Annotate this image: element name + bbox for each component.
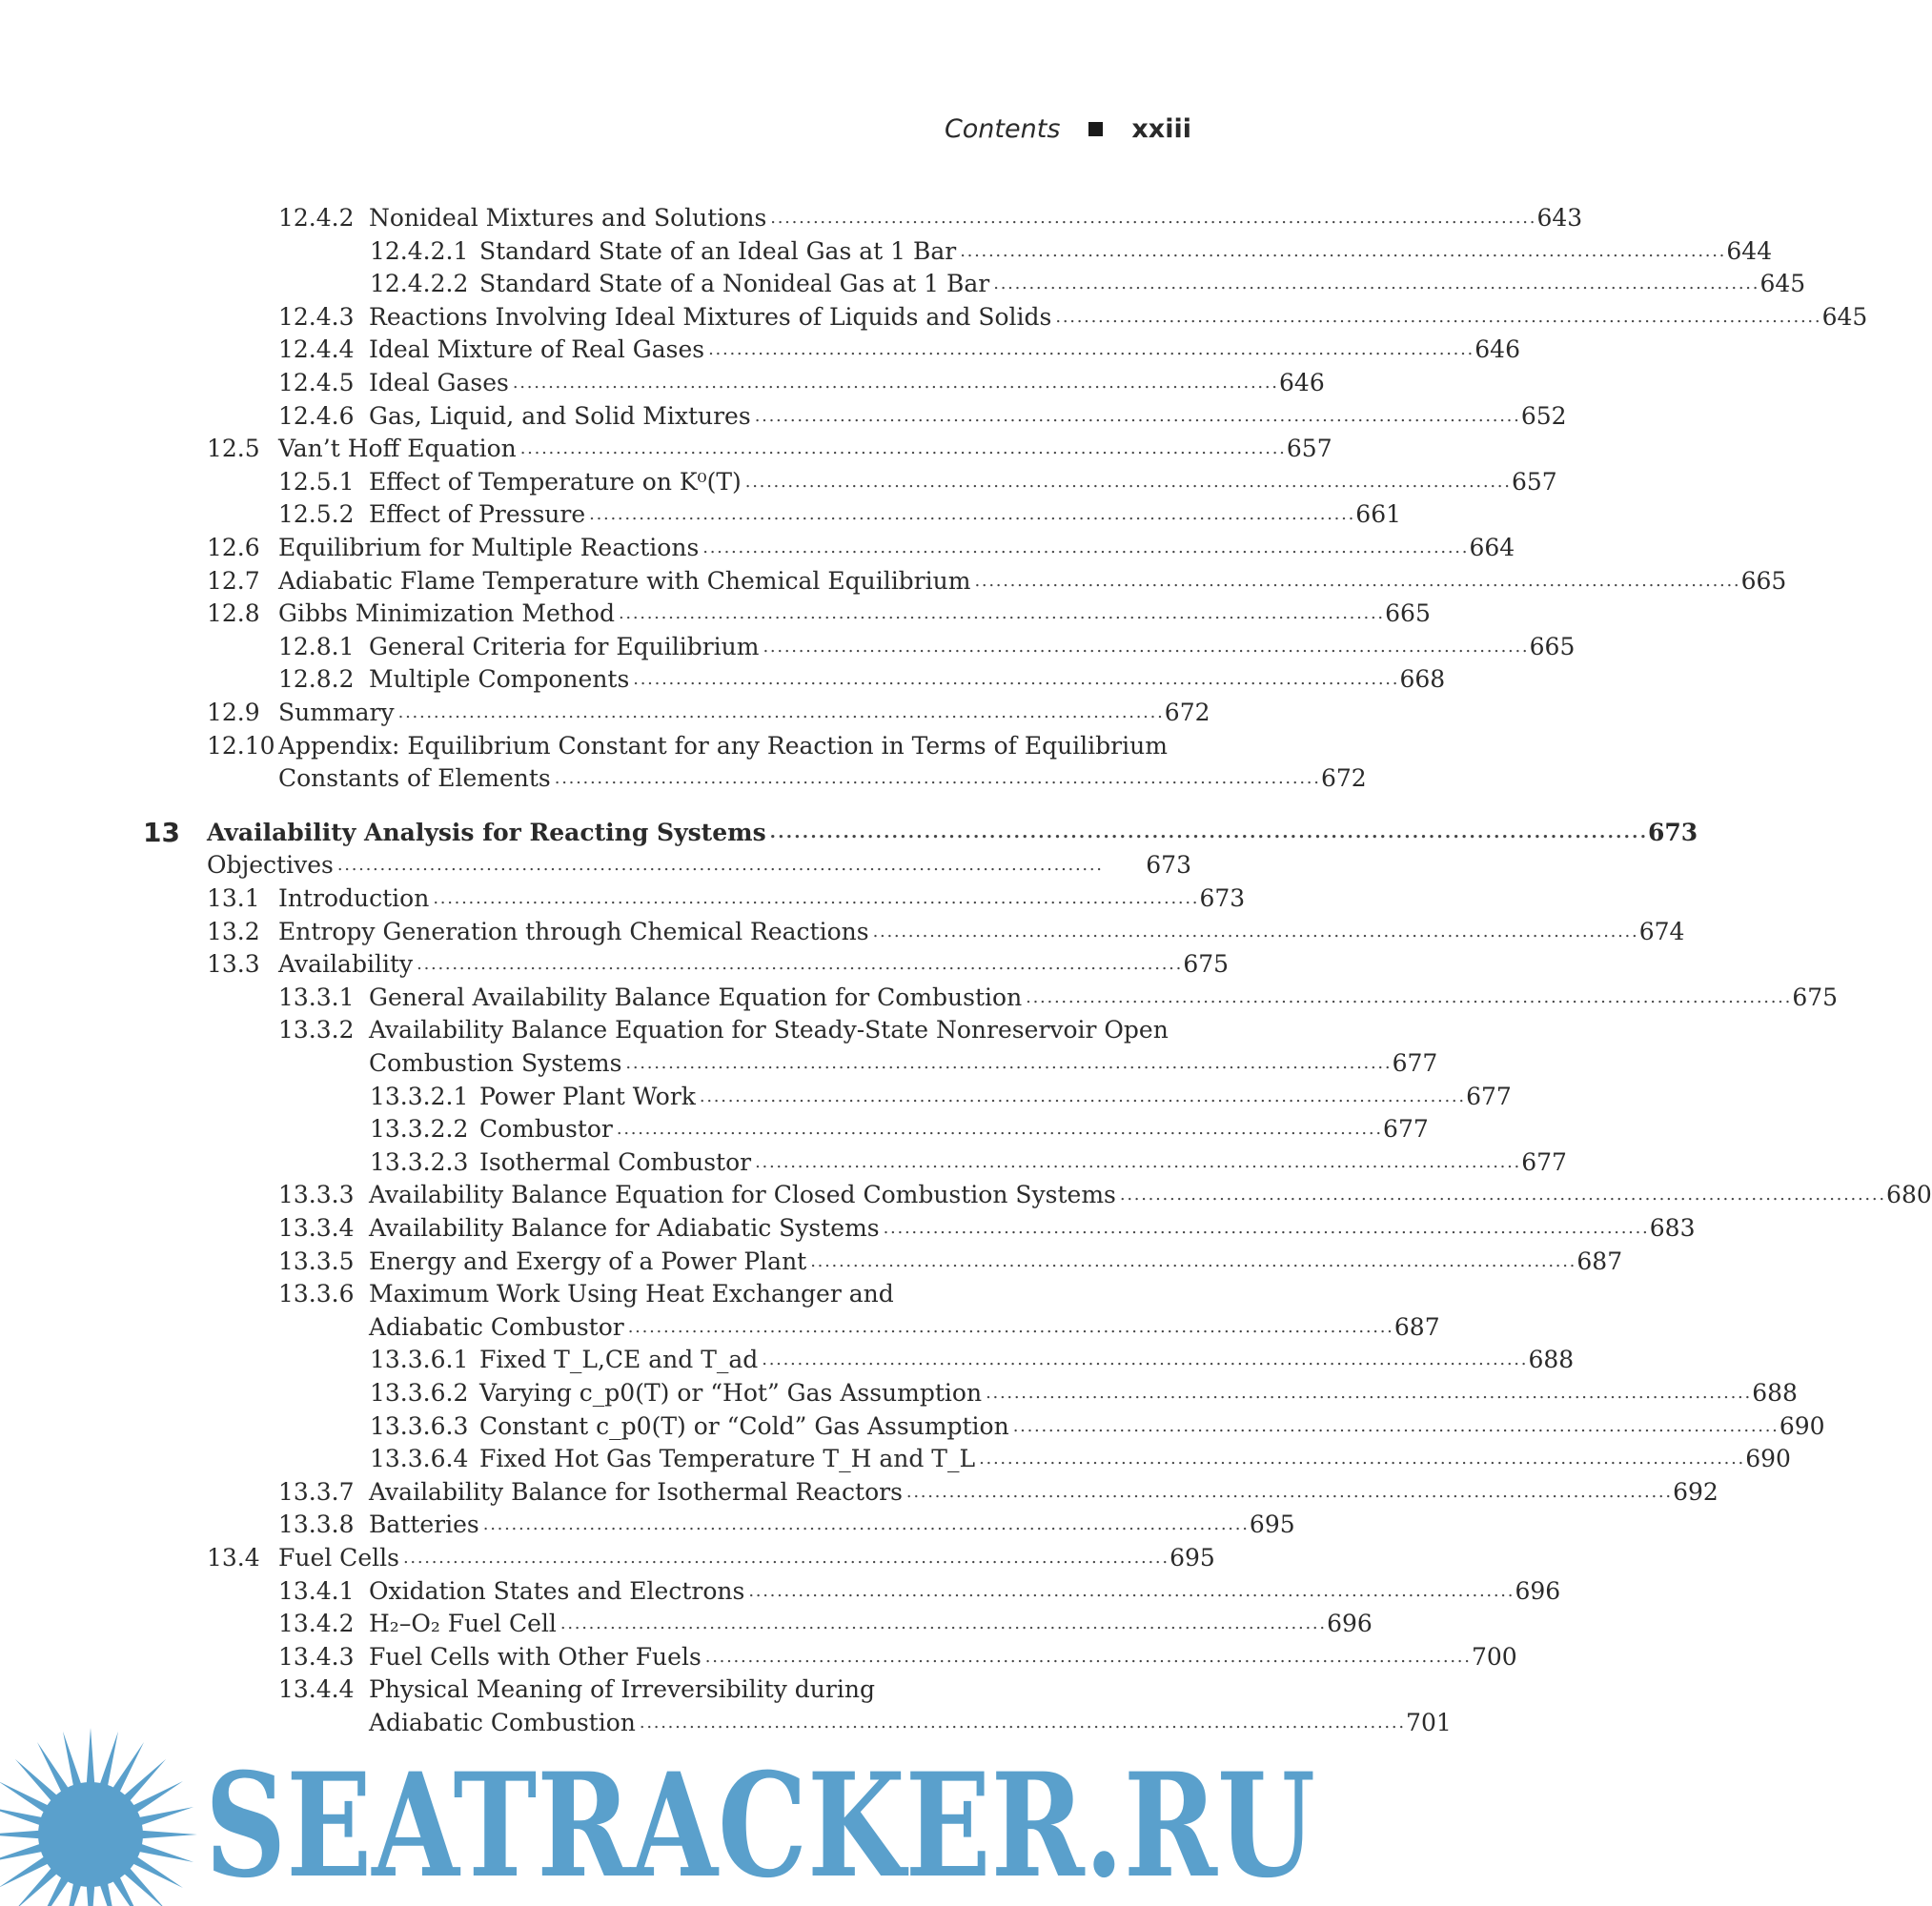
dot-leader — [589, 496, 1352, 531]
dot-leader — [337, 846, 1142, 882]
toc-entry-number: 12.4.2 — [278, 204, 355, 232]
dot-leader — [770, 814, 1644, 849]
toc-entry[interactable] — [0, 948, 1334, 981]
toc-entry[interactable] — [0, 1344, 1575, 1376]
toc-entry[interactable] — [0, 1608, 1373, 1640]
toc-entry-page: 673 — [1647, 818, 1698, 846]
toc-entry-page: 672 — [1164, 699, 1210, 726]
toc-entry-page: 688 — [1528, 1346, 1575, 1374]
toc-entry[interactable] — [0, 697, 1334, 729]
watermark-text: SEATRACKER.RU — [205, 1742, 1315, 1906]
toc-entry-title: H₂–O₂ Fuel Cell — [369, 1610, 557, 1638]
toc-entry-page: 673 — [1146, 851, 1191, 880]
toc-entry-page: 664 — [1469, 534, 1515, 561]
toc-entry-title: Availability Balance for Isothermal Reactors — [369, 1477, 903, 1506]
toc-entry-number: 13.4.3 — [278, 1642, 355, 1671]
toc-entry-page: 661 — [1355, 500, 1402, 529]
toc-entry-page: 675 — [1183, 950, 1230, 979]
toc-entry-number: 13.3.6.2 — [370, 1379, 469, 1407]
toc-entry-number: 13.3.8 — [278, 1511, 355, 1539]
dot-leader — [625, 1044, 1388, 1080]
toc-entry-page: 677 — [1392, 1049, 1438, 1077]
toc-entry-title: Physical Meaning of Irreversibility during — [369, 1675, 875, 1704]
toc-entry-page: 646 — [1474, 335, 1520, 364]
toc-entry[interactable] — [0, 400, 1567, 433]
toc-entry-title: Combustion Systems — [369, 1049, 622, 1077]
toc-entry-page: 643 — [1536, 204, 1583, 232]
toc-entry-number: 12.8.2 — [278, 665, 355, 694]
toc-entry-number: 13.3.1 — [278, 983, 355, 1011]
toc-entry-number: 12.10 — [207, 731, 275, 760]
toc-entry-page: 665 — [1385, 599, 1431, 628]
toc-entry-title: Batteries — [369, 1511, 479, 1539]
toc-entry-page: 673 — [1199, 884, 1246, 912]
toc-entry-title: Adiabatic Combustor — [369, 1312, 624, 1341]
toc-entry[interactable] — [0, 1476, 1718, 1509]
toc-entry-page: 677 — [1521, 1147, 1567, 1176]
toc-entry-title: Objectives — [207, 851, 334, 880]
toc-entry[interactable] — [0, 1641, 1517, 1673]
toc-entry-page: 665 — [1740, 566, 1787, 595]
toc-entry[interactable] — [0, 1311, 1440, 1344]
toc-entry[interactable] — [0, 532, 1515, 564]
toc-entry-title: Availability Balance Equation for Steady-State Nonreservoir Open — [369, 1016, 1169, 1044]
toc-entry[interactable] — [0, 1443, 1791, 1475]
toc-entry-number: 12.5 — [207, 435, 260, 463]
toc-entry-page: 668 — [1399, 665, 1446, 694]
watermark — [0, 1706, 1334, 1906]
toc-entry-title: Summary — [278, 699, 395, 726]
toc-entry[interactable] — [0, 1377, 1798, 1409]
toc-entry-title: Gas, Liquid, and Solid Mixtures — [369, 401, 751, 430]
toc-entry-number: 13.3.6.3 — [370, 1411, 469, 1440]
toc-entry-number: 12.4.6 — [278, 401, 355, 430]
toc-entry[interactable] — [0, 1542, 1334, 1574]
header-title: Contents — [944, 114, 1061, 144]
toc-entry-title: Introduction — [278, 884, 430, 912]
toc-entry[interactable] — [0, 202, 1583, 234]
toc-entry-number: 12.5.1 — [278, 467, 355, 496]
dot-leader — [700, 1078, 1462, 1113]
dot-leader — [906, 1473, 1669, 1509]
toc-entry[interactable] — [0, 1146, 1567, 1179]
toc-entry-title: Standard State of a Nonideal Gas at 1 Bar — [479, 270, 990, 298]
toc-entry-page: 680 — [1886, 1181, 1932, 1209]
toc-entry-title: Availability Analysis for Reacting Systems — [207, 818, 766, 846]
dot-leader — [1026, 979, 1788, 1014]
toc-entry-title: Varying c_p0(T) or “Hot” Gas Assumption — [479, 1379, 983, 1407]
toc-entry-page: 675 — [1792, 983, 1839, 1011]
toc-entry-number: 13.3.6 — [278, 1280, 355, 1308]
dot-leader — [708, 331, 1471, 366]
toc-entry-page: 696 — [1327, 1610, 1373, 1638]
toc-entry-number: 12.4.5 — [278, 369, 355, 396]
dot-leader — [433, 880, 1195, 915]
toc-entry-title: Fuel Cells with Other Fuels — [369, 1642, 702, 1671]
toc-entry-number: 13.3.4 — [278, 1214, 355, 1242]
toc-entry-page: 688 — [1752, 1379, 1798, 1407]
toc-entry-page: 665 — [1529, 632, 1576, 660]
toc-entry-number: 13.3.2.1 — [370, 1082, 469, 1110]
dot-leader — [1013, 1408, 1776, 1443]
toc-entry-page: 690 — [1779, 1411, 1825, 1440]
dot-leader — [762, 1341, 1524, 1376]
dot-leader — [1120, 1176, 1882, 1211]
dot-leader — [873, 913, 1636, 948]
toc-entry[interactable] — [0, 334, 1520, 366]
toc-entry-page: 644 — [1726, 236, 1773, 265]
toc-entry-page: 700 — [1471, 1642, 1517, 1671]
toc-entry-number: 13.3.3 — [278, 1181, 355, 1209]
toc-entry[interactable] — [0, 1575, 1561, 1608]
toc-entry-number: 13 — [143, 816, 180, 848]
dot-leader — [555, 760, 1317, 795]
running-header — [945, 114, 1191, 144]
toc-entry-title: Constant c_p0(T) or “Cold” Gas Assumption — [479, 1411, 1009, 1440]
toc-entry-page: 657 — [1286, 435, 1332, 463]
dot-leader — [617, 1110, 1379, 1146]
toc-entry-number: 13.1 — [207, 884, 260, 912]
toc-entry[interactable] — [0, 268, 1806, 300]
toc-entry-page: 657 — [1511, 467, 1557, 496]
toc-entry[interactable] — [0, 1014, 1334, 1046]
toc-entry[interactable] — [0, 1113, 1429, 1146]
toc-entry-number: 12.4.4 — [278, 335, 355, 364]
toc-entry[interactable] — [0, 1047, 1438, 1080]
dot-leader — [748, 1572, 1511, 1608]
toc-entry-title: General Availability Balance Equation for Combustion — [369, 983, 1023, 1011]
dot-leader — [986, 1374, 1748, 1409]
toc-entry[interactable] — [0, 1278, 1334, 1310]
dot-leader — [619, 595, 1381, 630]
toc-entry-title: Adiabatic Flame Temperature with Chemical Equilibrium — [278, 566, 971, 595]
toc-entry-title: Availability — [278, 950, 414, 979]
toc-entry-number: 12.4.3 — [278, 302, 355, 331]
toc-entry-number: 13.3 — [207, 950, 260, 979]
dot-leader — [417, 945, 1179, 981]
toc-entry-title: Appendix: Equilibrium Constant for any Reaction in Terms of Equilibrium — [278, 731, 1168, 760]
dot-leader — [770, 199, 1533, 234]
toc-entry-title: Effect of Temperature on K⁰(T) — [369, 467, 742, 496]
toc-entry-number: 13.3.2 — [278, 1016, 355, 1044]
toc-entry-title: Energy and Exergy of a Power Plant — [369, 1247, 807, 1275]
toc-entry-number: 12.9 — [207, 699, 260, 726]
dot-leader — [483, 1506, 1246, 1541]
dot-leader — [520, 430, 1283, 465]
toc-entry-number: 12.5.2 — [278, 500, 355, 529]
toc-entry[interactable] — [0, 982, 1839, 1014]
toc-entry-number: 13.4.2 — [278, 1610, 355, 1638]
dot-leader — [960, 233, 1722, 268]
toc-entry-number: 12.6 — [207, 534, 260, 561]
toc-entry[interactable] — [0, 433, 1334, 465]
toc-entry-page: 645 — [1759, 270, 1806, 298]
toc-entry-title: Standard State of an Ideal Gas at 1 Bar — [479, 236, 957, 265]
dot-leader — [755, 397, 1517, 433]
toc-entry-title: Oxidation States and Electrons — [369, 1576, 745, 1605]
toc-entry[interactable] — [0, 816, 1698, 849]
toc-entry-number: 13.3.7 — [278, 1477, 355, 1506]
toc-entry-page: 646 — [1279, 369, 1325, 396]
toc-entry[interactable] — [0, 1212, 1696, 1245]
toc-entry-title: Isothermal Combustor — [479, 1147, 752, 1176]
toc-entry-page: 645 — [1821, 302, 1868, 331]
toc-entry[interactable] — [0, 916, 1685, 948]
toc-entry[interactable] — [0, 1081, 1512, 1113]
toc-entry-page: 701 — [1406, 1709, 1452, 1736]
toc-entry-page: 677 — [1383, 1115, 1429, 1144]
toc-entry-title: Van’t Hoff Equation — [278, 435, 517, 463]
toc-entry[interactable] — [0, 235, 1773, 268]
toc-entry-title: Gibbs Minimization Method — [278, 599, 615, 628]
toc-entry-page: 674 — [1638, 917, 1685, 945]
toc-entry-number: 12.8 — [207, 599, 260, 628]
toc-entry-title: Combustor — [479, 1115, 613, 1144]
toc-entry-number: 13.3.2.2 — [370, 1115, 469, 1144]
toc-entry[interactable] — [0, 730, 1334, 762]
toc-entry-title: Nonideal Mixtures and Solutions — [369, 204, 767, 232]
toc-entry-page: 695 — [1169, 1544, 1215, 1571]
toc-entry-page: 696 — [1515, 1576, 1561, 1605]
toc-entry-number: 12.4.2.1 — [370, 236, 469, 265]
toc-entry-page: 652 — [1520, 401, 1567, 430]
toc-entry-page: 687 — [1393, 1312, 1440, 1341]
header-separator-square — [1088, 122, 1103, 136]
toc-entry-title: Equilibrium for Multiple Reactions — [278, 534, 700, 561]
toc-entry[interactable] — [0, 598, 1431, 630]
toc-entry-title: Availability Balance for Adiabatic Systems — [369, 1214, 880, 1242]
toc-entry-title: Reactions Involving Ideal Mixtures of Liquids and Solids — [369, 302, 1052, 331]
toc-entry[interactable] — [0, 762, 1367, 795]
dot-leader — [1055, 298, 1818, 334]
toc-entry[interactable] — [0, 1509, 1334, 1541]
toc-entry-title: Effect of Pressure — [369, 500, 586, 529]
toc-entry-number: 12.4.2.2 — [370, 270, 469, 298]
toc-entry-page: 690 — [1745, 1445, 1791, 1473]
toc-entry-page: 672 — [1320, 764, 1367, 793]
toc-entry-title: Ideal Mixture of Real Gases — [369, 335, 705, 364]
toc-entry[interactable] — [0, 301, 1868, 334]
header-page-number: xxiii — [1131, 114, 1191, 144]
toc-entry-title: Availability Balance Equation for Closed Combustion Systems — [369, 1181, 1116, 1209]
toc-entry-title: Fixed T_L,CE and T_ad — [479, 1346, 759, 1374]
dot-leader — [810, 1243, 1573, 1278]
toc-entry-title: Maximum Work Using Heat Exchanger and — [369, 1280, 894, 1308]
toc-entry-number: 13.3.5 — [278, 1247, 355, 1275]
dot-leader — [513, 364, 1275, 399]
toc-entry-title: Entropy Generation through Chemical Reactions — [278, 917, 869, 945]
toc-entry-title: General Criteria for Equilibrium — [369, 632, 760, 660]
toc-entry[interactable] — [0, 663, 1446, 696]
toc-entry-number: 13.3.2.3 — [370, 1147, 469, 1176]
dot-leader — [705, 1638, 1468, 1673]
toc-entry[interactable] — [0, 466, 1557, 498]
toc-entry-number: 13.4.1 — [278, 1576, 355, 1605]
dot-leader — [633, 660, 1395, 696]
toc-entry-number: 12.8.1 — [278, 632, 355, 660]
toc-entry-page: 677 — [1466, 1082, 1512, 1110]
toc-entry-title: Power Plant Work — [479, 1082, 696, 1110]
toc-entry[interactable] — [0, 882, 1334, 915]
toc-entry-number: 13.3.6.1 — [370, 1346, 469, 1374]
dot-leader — [628, 1308, 1391, 1344]
toc-entry-title: Adiabatic Combustion — [369, 1709, 636, 1736]
dot-leader — [979, 1440, 1741, 1475]
toc-entry[interactable] — [0, 631, 1576, 663]
dot-leader — [763, 628, 1525, 663]
toc-entry[interactable] — [0, 1246, 1623, 1278]
dot-leader — [398, 694, 1161, 729]
toc-entry[interactable] — [0, 849, 1334, 882]
toc-entry-title: Ideal Gases — [369, 369, 509, 396]
toc-entry[interactable] — [0, 1410, 1825, 1443]
dot-leader — [702, 529, 1465, 564]
toc-entry-number: 12.7 — [207, 566, 260, 595]
dot-leader — [974, 562, 1737, 598]
dot-leader — [560, 1605, 1323, 1640]
dot-leader — [993, 265, 1756, 300]
toc-entry-number: 13.4 — [207, 1544, 260, 1571]
dot-leader — [884, 1209, 1646, 1245]
toc-entry[interactable] — [0, 565, 1787, 598]
toc-entry-title: Fixed Hot Gas Temperature T_H and T_L — [479, 1445, 976, 1473]
toc-entry-page: 683 — [1649, 1214, 1696, 1242]
toc-entry[interactable] — [0, 1673, 1334, 1706]
toc-entry-title: Multiple Components — [369, 665, 630, 694]
dot-leader — [755, 1144, 1517, 1179]
toc-entry[interactable] — [0, 498, 1402, 531]
dot-leader — [403, 1539, 1166, 1574]
toc-entry-page: 692 — [1673, 1477, 1718, 1506]
toc-entry-title: Constants of Elements — [278, 764, 551, 793]
toc-entry-page: 695 — [1249, 1511, 1295, 1539]
toc-entry-number: 13.4.4 — [278, 1675, 355, 1704]
toc-entry-title: Fuel Cells — [278, 1544, 399, 1571]
sunburst-logo-icon — [0, 1728, 197, 1906]
toc-entry-page: 687 — [1576, 1247, 1623, 1275]
toc-entry-number: 13.3.6.4 — [370, 1445, 469, 1473]
toc-entry-number: 13.2 — [207, 917, 260, 945]
dot-leader — [745, 463, 1508, 498]
toc-entry[interactable] — [0, 1179, 1932, 1211]
toc-entry[interactable] — [0, 367, 1334, 399]
